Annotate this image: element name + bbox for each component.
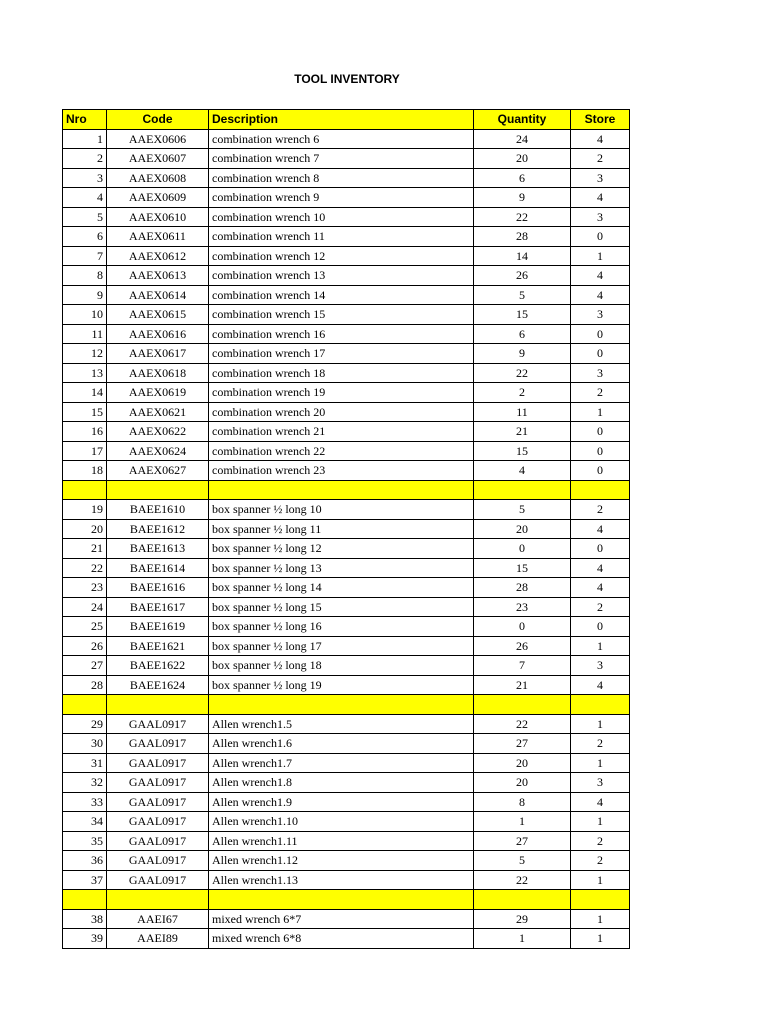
separator-cell	[107, 890, 209, 910]
cell-description: combination wrench 11	[209, 227, 474, 247]
cell-code: BAEE1619	[107, 617, 209, 637]
cell-quantity: 11	[474, 402, 571, 422]
cell-code: AAEX0607	[107, 149, 209, 169]
cell-description: combination wrench 14	[209, 285, 474, 305]
cell-nro: 15	[63, 402, 107, 422]
cell-nro: 26	[63, 636, 107, 656]
cell-description: box spanner ½ long 16	[209, 617, 474, 637]
cell-store: 2	[571, 851, 630, 871]
cell-quantity: 21	[474, 675, 571, 695]
table-row	[63, 461, 630, 481]
cell-nro: 13	[63, 363, 107, 383]
cell-store: 0	[571, 441, 630, 461]
cell-quantity: 15	[474, 558, 571, 578]
cell-code: BAEE1624	[107, 675, 209, 695]
table-row	[63, 617, 630, 637]
cell-nro: 3	[63, 168, 107, 188]
cell-description: combination wrench 13	[209, 266, 474, 286]
cell-description: combination wrench 12	[209, 246, 474, 266]
table-row	[63, 675, 630, 695]
cell-store: 1	[571, 812, 630, 832]
group-separator-row	[63, 480, 630, 500]
cell-description: combination wrench 7	[209, 149, 474, 169]
cell-code: AAEX0609	[107, 188, 209, 208]
cell-code: GAAL0917	[107, 851, 209, 871]
table-row	[63, 383, 630, 403]
header-store: Store	[571, 110, 630, 130]
table-row	[63, 149, 630, 169]
cell-quantity: 20	[474, 773, 571, 793]
separator-cell	[63, 890, 107, 910]
cell-code: GAAL0917	[107, 753, 209, 773]
cell-store: 3	[571, 773, 630, 793]
cell-code: AAEX0606	[107, 129, 209, 149]
separator-cell	[209, 480, 474, 500]
cell-nro: 12	[63, 344, 107, 364]
separator-cell	[107, 480, 209, 500]
cell-nro: 11	[63, 324, 107, 344]
cell-description: box spanner ½ long 19	[209, 675, 474, 695]
cell-quantity: 22	[474, 207, 571, 227]
cell-description: box spanner ½ long 18	[209, 656, 474, 676]
cell-code: GAAL0917	[107, 714, 209, 734]
cell-description: Allen wrench1.11	[209, 831, 474, 851]
cell-nro: 34	[63, 812, 107, 832]
page-title: TOOL INVENTORY	[294, 72, 400, 86]
cell-description: box spanner ½ long 12	[209, 539, 474, 559]
cell-store: 1	[571, 929, 630, 949]
header-quantity: Quantity	[474, 110, 571, 130]
cell-store: 0	[571, 227, 630, 247]
separator-cell	[63, 480, 107, 500]
cell-description: Allen wrench1.5	[209, 714, 474, 734]
table-row	[63, 753, 630, 773]
cell-store: 1	[571, 714, 630, 734]
table-row	[63, 305, 630, 325]
cell-nro: 37	[63, 870, 107, 890]
separator-cell	[474, 480, 571, 500]
cell-store: 0	[571, 344, 630, 364]
cell-code: GAAL0917	[107, 831, 209, 851]
cell-code: AAEX0611	[107, 227, 209, 247]
cell-description: box spanner ½ long 11	[209, 519, 474, 539]
cell-quantity: 8	[474, 792, 571, 812]
table-row	[63, 929, 630, 949]
cell-code: AAEX0615	[107, 305, 209, 325]
cell-quantity: 22	[474, 363, 571, 383]
cell-store: 2	[571, 734, 630, 754]
cell-description: mixed wrench 6*8	[209, 929, 474, 949]
group-separator-row	[63, 695, 630, 715]
header-row	[63, 110, 630, 130]
table-row	[63, 227, 630, 247]
cell-description: box spanner ½ long 14	[209, 578, 474, 598]
cell-code: AAEX0627	[107, 461, 209, 481]
table-row	[63, 714, 630, 734]
cell-nro: 23	[63, 578, 107, 598]
cell-description: combination wrench 6	[209, 129, 474, 149]
cell-nro: 33	[63, 792, 107, 812]
cell-description: combination wrench 20	[209, 402, 474, 422]
cell-store: 4	[571, 266, 630, 286]
cell-quantity: 6	[474, 168, 571, 188]
table-row	[63, 402, 630, 422]
cell-nro: 25	[63, 617, 107, 637]
separator-cell	[209, 890, 474, 910]
cell-code: AAEX0616	[107, 324, 209, 344]
cell-nro: 4	[63, 188, 107, 208]
cell-description: Allen wrench1.9	[209, 792, 474, 812]
cell-description: Allen wrench1.12	[209, 851, 474, 871]
table-row	[63, 422, 630, 442]
cell-store: 3	[571, 656, 630, 676]
separator-cell	[571, 890, 630, 910]
cell-nro: 18	[63, 461, 107, 481]
cell-description: box spanner ½ long 10	[209, 500, 474, 520]
separator-cell	[571, 480, 630, 500]
table-row	[63, 207, 630, 227]
cell-nro: 7	[63, 246, 107, 266]
cell-nro: 14	[63, 383, 107, 403]
cell-nro: 22	[63, 558, 107, 578]
table-row	[63, 188, 630, 208]
cell-quantity: 20	[474, 519, 571, 539]
cell-quantity: 4	[474, 461, 571, 481]
cell-store: 2	[571, 831, 630, 851]
cell-quantity: 24	[474, 129, 571, 149]
cell-store: 4	[571, 285, 630, 305]
cell-quantity: 29	[474, 909, 571, 929]
cell-code: BAEE1613	[107, 539, 209, 559]
cell-code: AAEI89	[107, 929, 209, 949]
cell-description: Allen wrench1.7	[209, 753, 474, 773]
table-row	[63, 597, 630, 617]
cell-code: AAEI67	[107, 909, 209, 929]
cell-code: AAEX0610	[107, 207, 209, 227]
header-nro: Nro	[63, 110, 107, 130]
cell-nro: 9	[63, 285, 107, 305]
cell-code: AAEX0614	[107, 285, 209, 305]
cell-store: 0	[571, 539, 630, 559]
table-row	[63, 851, 630, 871]
table-row	[63, 324, 630, 344]
cell-nro: 10	[63, 305, 107, 325]
table-row	[63, 870, 630, 890]
separator-cell	[63, 695, 107, 715]
cell-code: GAAL0917	[107, 792, 209, 812]
cell-nro: 36	[63, 851, 107, 871]
group-separator-row	[63, 890, 630, 910]
table-row	[63, 812, 630, 832]
cell-description: combination wrench 10	[209, 207, 474, 227]
cell-nro: 17	[63, 441, 107, 461]
cell-quantity: 15	[474, 305, 571, 325]
cell-quantity: 26	[474, 266, 571, 286]
cell-quantity: 21	[474, 422, 571, 442]
cell-description: combination wrench 23	[209, 461, 474, 481]
cell-store: 1	[571, 870, 630, 890]
cell-store: 1	[571, 636, 630, 656]
table-row	[63, 344, 630, 364]
cell-code: BAEE1617	[107, 597, 209, 617]
cell-nro: 1	[63, 129, 107, 149]
cell-store: 0	[571, 617, 630, 637]
cell-description: combination wrench 15	[209, 305, 474, 325]
cell-quantity: 2	[474, 383, 571, 403]
cell-store: 4	[571, 558, 630, 578]
cell-store: 0	[571, 422, 630, 442]
cell-code: AAEX0613	[107, 266, 209, 286]
table-row	[63, 129, 630, 149]
cell-store: 1	[571, 246, 630, 266]
table-row	[63, 558, 630, 578]
cell-nro: 19	[63, 500, 107, 520]
cell-quantity: 0	[474, 617, 571, 637]
cell-description: combination wrench 22	[209, 441, 474, 461]
cell-quantity: 20	[474, 753, 571, 773]
cell-code: BAEE1610	[107, 500, 209, 520]
cell-description: combination wrench 9	[209, 188, 474, 208]
cell-store: 2	[571, 149, 630, 169]
cell-code: BAEE1614	[107, 558, 209, 578]
cell-nro: 39	[63, 929, 107, 949]
cell-code: GAAL0917	[107, 812, 209, 832]
cell-store: 4	[571, 578, 630, 598]
table-row	[63, 519, 630, 539]
cell-nro: 2	[63, 149, 107, 169]
cell-code: AAEX0618	[107, 363, 209, 383]
cell-nro: 30	[63, 734, 107, 754]
cell-quantity: 9	[474, 188, 571, 208]
table-row	[63, 909, 630, 929]
cell-nro: 8	[63, 266, 107, 286]
cell-description: combination wrench 8	[209, 168, 474, 188]
cell-quantity: 5	[474, 851, 571, 871]
cell-quantity: 0	[474, 539, 571, 559]
cell-nro: 27	[63, 656, 107, 676]
cell-nro: 5	[63, 207, 107, 227]
cell-quantity: 22	[474, 714, 571, 734]
cell-store: 1	[571, 753, 630, 773]
cell-quantity: 26	[474, 636, 571, 656]
header-code: Code	[107, 110, 209, 130]
cell-nro: 38	[63, 909, 107, 929]
cell-store: 1	[571, 402, 630, 422]
table-row	[63, 773, 630, 793]
table-row	[63, 831, 630, 851]
cell-description: box spanner ½ long 13	[209, 558, 474, 578]
table-row	[63, 246, 630, 266]
cell-code: AAEX0619	[107, 383, 209, 403]
cell-nro: 6	[63, 227, 107, 247]
cell-quantity: 23	[474, 597, 571, 617]
cell-code: AAEX0617	[107, 344, 209, 364]
cell-nro: 28	[63, 675, 107, 695]
cell-store: 4	[571, 519, 630, 539]
cell-quantity: 1	[474, 929, 571, 949]
separator-cell	[107, 695, 209, 715]
cell-store: 4	[571, 792, 630, 812]
cell-code: BAEE1616	[107, 578, 209, 598]
table-row	[63, 734, 630, 754]
cell-quantity: 15	[474, 441, 571, 461]
cell-nro: 29	[63, 714, 107, 734]
cell-store: 4	[571, 188, 630, 208]
cell-quantity: 28	[474, 578, 571, 598]
table-row	[63, 285, 630, 305]
cell-quantity: 27	[474, 831, 571, 851]
cell-nro: 20	[63, 519, 107, 539]
cell-quantity: 22	[474, 870, 571, 890]
table-row	[63, 441, 630, 461]
cell-code: AAEX0624	[107, 441, 209, 461]
header-description: Description	[209, 110, 474, 130]
cell-nro: 16	[63, 422, 107, 442]
table-body	[63, 129, 630, 948]
cell-quantity: 5	[474, 285, 571, 305]
table-row	[63, 656, 630, 676]
cell-nro: 21	[63, 539, 107, 559]
table-row	[63, 578, 630, 598]
cell-quantity: 1	[474, 812, 571, 832]
cell-store: 0	[571, 324, 630, 344]
cell-code: AAEX0622	[107, 422, 209, 442]
cell-code: BAEE1621	[107, 636, 209, 656]
cell-code: AAEX0612	[107, 246, 209, 266]
separator-cell	[209, 695, 474, 715]
inventory-table	[62, 109, 630, 949]
separator-cell	[474, 695, 571, 715]
cell-store: 3	[571, 363, 630, 383]
cell-quantity: 9	[474, 344, 571, 364]
table-row	[63, 636, 630, 656]
cell-store: 4	[571, 675, 630, 695]
cell-quantity: 20	[474, 149, 571, 169]
cell-store: 2	[571, 500, 630, 520]
cell-store: 3	[571, 305, 630, 325]
cell-code: BAEE1612	[107, 519, 209, 539]
cell-quantity: 28	[474, 227, 571, 247]
table-row	[63, 266, 630, 286]
table-row	[63, 792, 630, 812]
cell-description: Allen wrench1.8	[209, 773, 474, 793]
cell-description: combination wrench 17	[209, 344, 474, 364]
table-row	[63, 363, 630, 383]
cell-store: 4	[571, 129, 630, 149]
cell-store: 2	[571, 383, 630, 403]
cell-code: AAEX0621	[107, 402, 209, 422]
cell-quantity: 6	[474, 324, 571, 344]
cell-quantity: 7	[474, 656, 571, 676]
cell-description: Allen wrench1.6	[209, 734, 474, 754]
cell-description: Allen wrench1.10	[209, 812, 474, 832]
cell-store: 0	[571, 461, 630, 481]
cell-quantity: 5	[474, 500, 571, 520]
cell-code: AAEX0608	[107, 168, 209, 188]
cell-store: 3	[571, 207, 630, 227]
table-row	[63, 539, 630, 559]
cell-code: BAEE1622	[107, 656, 209, 676]
cell-store: 1	[571, 909, 630, 929]
table-row	[63, 168, 630, 188]
cell-quantity: 14	[474, 246, 571, 266]
cell-quantity: 27	[474, 734, 571, 754]
cell-description: box spanner ½ long 17	[209, 636, 474, 656]
cell-description: combination wrench 16	[209, 324, 474, 344]
cell-description: mixed wrench 6*7	[209, 909, 474, 929]
separator-cell	[474, 890, 571, 910]
cell-description: combination wrench 21	[209, 422, 474, 442]
cell-code: GAAL0917	[107, 734, 209, 754]
cell-nro: 35	[63, 831, 107, 851]
table-row	[63, 500, 630, 520]
cell-description: box spanner ½ long 15	[209, 597, 474, 617]
cell-nro: 32	[63, 773, 107, 793]
cell-code: GAAL0917	[107, 870, 209, 890]
cell-code: GAAL0917	[107, 773, 209, 793]
cell-description: combination wrench 18	[209, 363, 474, 383]
cell-description: Allen wrench1.13	[209, 870, 474, 890]
cell-store: 2	[571, 597, 630, 617]
cell-nro: 31	[63, 753, 107, 773]
separator-cell	[571, 695, 630, 715]
cell-description: combination wrench 19	[209, 383, 474, 403]
cell-nro: 24	[63, 597, 107, 617]
cell-store: 3	[571, 168, 630, 188]
